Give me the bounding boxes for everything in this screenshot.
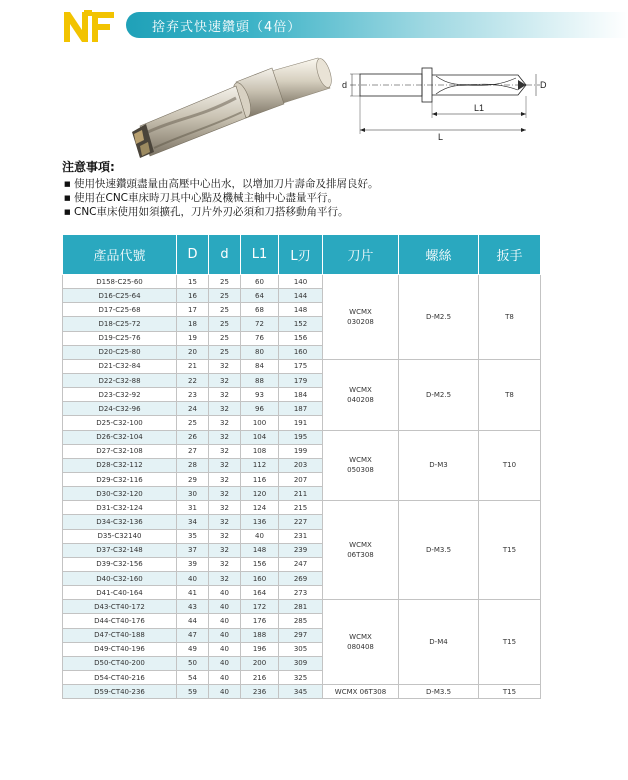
cell-L: 305 <box>279 642 323 656</box>
cell-L: 195 <box>279 430 323 444</box>
cell-D: 27 <box>177 444 209 458</box>
cell-L1: 148 <box>241 543 279 557</box>
cell-L: 231 <box>279 529 323 543</box>
col-header-screw: 螺絲 <box>399 235 479 275</box>
cell-screw: D-M3.5 <box>399 501 479 600</box>
cell-wrench: T10 <box>479 430 541 501</box>
cell-L: 148 <box>279 303 323 317</box>
cell-insert <box>323 359 399 430</box>
cell-code: D19-C25-76 <box>63 331 177 345</box>
cell-L: 140 <box>279 275 323 289</box>
cell-code: D23-C32-92 <box>63 388 177 402</box>
insert-text: 030208 <box>347 317 374 326</box>
note-item: ■ CNC車床使用如須擴孔，刀片外刃必須和刀搭移動角平行。 <box>62 205 582 219</box>
cell-d: 25 <box>209 303 241 317</box>
page-title: 捨弃式快速鑽頭（4倍） <box>152 20 302 35</box>
cell-code: D21-C32-84 <box>63 359 177 373</box>
cell-L1: 116 <box>241 472 279 486</box>
cell-L: 179 <box>279 373 323 387</box>
cell-D: 28 <box>177 458 209 472</box>
cell-d: 32 <box>209 557 241 571</box>
cell-code: D28-C32-112 <box>63 458 177 472</box>
cell-insert <box>323 600 399 685</box>
cell-d: 40 <box>209 614 241 628</box>
cell-d: 32 <box>209 501 241 515</box>
cell-d: 32 <box>209 571 241 585</box>
cell-L: 297 <box>279 628 323 642</box>
notes-title: 注意事項: <box>62 160 115 174</box>
cell-L: 199 <box>279 444 323 458</box>
cell-D: 18 <box>177 317 209 331</box>
cell-D: 54 <box>177 670 209 684</box>
cell-L: 211 <box>279 487 323 501</box>
cell-L1: 112 <box>241 458 279 472</box>
col-header-wrench: 扳手 <box>479 235 541 275</box>
cell-D: 41 <box>177 586 209 600</box>
insert-text: WCMX <box>349 456 372 465</box>
dim-d-label: d <box>342 80 348 90</box>
cell-code: D22-C32-88 <box>63 373 177 387</box>
cell-code: D30-C32-120 <box>63 487 177 501</box>
insert-text: WCMX 06T308 <box>334 687 387 696</box>
cell-d: 40 <box>209 600 241 614</box>
cell-L: 191 <box>279 416 323 430</box>
cell-code: D54-CT40-216 <box>63 670 177 684</box>
cell-L: 285 <box>279 614 323 628</box>
col-header-code: 產品代號 <box>63 235 177 275</box>
cell-L1: 100 <box>241 416 279 430</box>
cell-code: D40-C32-160 <box>63 571 177 585</box>
cell-code: D20-C25-80 <box>63 345 177 359</box>
cell-wrench: T15 <box>479 501 541 600</box>
cell-insert <box>323 501 399 600</box>
cell-code: D47-CT40-188 <box>63 628 177 642</box>
brand-logo-icon <box>62 8 118 44</box>
cell-L1: 136 <box>241 515 279 529</box>
table-row <box>63 685 541 699</box>
insert-text: WCMX <box>349 633 372 642</box>
cell-D: 37 <box>177 543 209 557</box>
insert-text: 050308 <box>347 466 374 475</box>
cell-L: 227 <box>279 515 323 529</box>
cell-L: 281 <box>279 600 323 614</box>
col-header-d: d <box>209 235 241 275</box>
table-body <box>63 275 541 699</box>
cell-L1: 68 <box>241 303 279 317</box>
cell-insert <box>323 685 399 699</box>
table-row <box>63 359 541 373</box>
cell-wrench: T8 <box>479 275 541 360</box>
cell-L: 309 <box>279 656 323 670</box>
cell-D: 25 <box>177 416 209 430</box>
cell-d: 40 <box>209 642 241 656</box>
cell-L1: 64 <box>241 289 279 303</box>
insert-text: WCMX <box>349 307 372 316</box>
cell-D: 59 <box>177 685 209 699</box>
cell-L1: 164 <box>241 586 279 600</box>
cell-d: 32 <box>209 388 241 402</box>
cell-code: D49-CT40-196 <box>63 642 177 656</box>
table-row <box>63 430 541 444</box>
cell-L: 239 <box>279 543 323 557</box>
cell-wrench: T15 <box>479 685 541 699</box>
cell-code: D41-C40-164 <box>63 586 177 600</box>
cell-D: 22 <box>177 373 209 387</box>
cell-code: D35-C32140 <box>63 529 177 543</box>
cell-L1: 172 <box>241 600 279 614</box>
cell-d: 32 <box>209 402 241 416</box>
cell-L: 273 <box>279 586 323 600</box>
cell-d: 40 <box>209 670 241 684</box>
cell-D: 29 <box>177 472 209 486</box>
cell-D: 50 <box>177 656 209 670</box>
cell-screw: D-M3 <box>399 430 479 501</box>
table-header-row <box>63 235 541 275</box>
cell-code: D16-C25-64 <box>63 289 177 303</box>
cell-D: 19 <box>177 331 209 345</box>
cell-L1: 120 <box>241 487 279 501</box>
cell-L1: 60 <box>241 275 279 289</box>
cell-L1: 76 <box>241 331 279 345</box>
cell-L1: 84 <box>241 359 279 373</box>
cell-L1: 108 <box>241 444 279 458</box>
cell-D: 49 <box>177 642 209 656</box>
cell-L1: 236 <box>241 685 279 699</box>
cell-D: 31 <box>177 501 209 515</box>
cell-D: 34 <box>177 515 209 529</box>
dim-L-label: L <box>438 132 444 142</box>
cell-D: 44 <box>177 614 209 628</box>
cell-L1: 160 <box>241 571 279 585</box>
cell-d: 40 <box>209 656 241 670</box>
insert-text: WCMX <box>349 385 372 394</box>
cell-code: D39-C32-156 <box>63 557 177 571</box>
cell-d: 32 <box>209 487 241 501</box>
cell-L: 160 <box>279 345 323 359</box>
cell-code: D17-C25-68 <box>63 303 177 317</box>
cell-d: 40 <box>209 685 241 699</box>
cell-d: 32 <box>209 444 241 458</box>
cell-d: 32 <box>209 515 241 529</box>
cell-D: 23 <box>177 388 209 402</box>
cell-code: D158-C25-60 <box>63 275 177 289</box>
cell-wrench: T8 <box>479 359 541 430</box>
cell-insert <box>323 275 399 360</box>
cell-D: 17 <box>177 303 209 317</box>
cell-code: D31-C32-124 <box>63 501 177 515</box>
cell-L1: 93 <box>241 388 279 402</box>
cell-wrench: T15 <box>479 600 541 685</box>
cell-code: D37-C32-148 <box>63 543 177 557</box>
cell-L: 269 <box>279 571 323 585</box>
cell-d: 40 <box>209 628 241 642</box>
cell-L: 156 <box>279 331 323 345</box>
cell-L: 215 <box>279 501 323 515</box>
cell-L: 175 <box>279 359 323 373</box>
col-header-L1: L1 <box>241 235 279 275</box>
notes-section <box>62 158 582 219</box>
cell-d: 25 <box>209 317 241 331</box>
cell-d: 32 <box>209 416 241 430</box>
table-row <box>63 501 541 515</box>
cell-d: 32 <box>209 543 241 557</box>
cell-L1: 124 <box>241 501 279 515</box>
col-header-L: L刃 <box>279 235 323 275</box>
table-row <box>63 600 541 614</box>
spec-table-wrap <box>62 234 540 699</box>
cell-code: D26-C32-104 <box>63 430 177 444</box>
cell-d: 40 <box>209 586 241 600</box>
spec-table <box>62 234 541 699</box>
cell-d: 25 <box>209 275 241 289</box>
cell-d: 32 <box>209 359 241 373</box>
cell-L1: 96 <box>241 402 279 416</box>
cell-L1: 40 <box>241 529 279 543</box>
cell-D: 43 <box>177 600 209 614</box>
dim-D-label: D <box>540 80 547 90</box>
drill-drawing <box>340 60 560 150</box>
cell-L: 152 <box>279 317 323 331</box>
cell-insert <box>323 430 399 501</box>
col-header-insert: 刀片 <box>323 235 399 275</box>
note-item: ■ 使用快速鑽頭盡量由高壓中心出水，以增加刀片壽命及排屑良好。 <box>62 177 582 191</box>
cell-code: D34-C32-136 <box>63 515 177 529</box>
table-row <box>63 275 541 289</box>
col-header-D: D <box>177 235 209 275</box>
cell-code: D59-CT40-236 <box>63 685 177 699</box>
cell-screw: D-M2.5 <box>399 275 479 360</box>
cell-D: 21 <box>177 359 209 373</box>
cell-L: 203 <box>279 458 323 472</box>
cell-code: D43-CT40-172 <box>63 600 177 614</box>
cell-code: D24-C32-96 <box>63 402 177 416</box>
cell-D: 39 <box>177 557 209 571</box>
cell-D: 35 <box>177 529 209 543</box>
insert-text: 040208 <box>347 395 374 404</box>
cell-code: D44-CT40-176 <box>63 614 177 628</box>
cell-d: 32 <box>209 373 241 387</box>
cell-d: 32 <box>209 458 241 472</box>
insert-text: 080408 <box>347 643 374 652</box>
cell-code: D25-C32-100 <box>63 416 177 430</box>
cell-L: 325 <box>279 670 323 684</box>
cell-D: 16 <box>177 289 209 303</box>
cell-code: D50-CT40-200 <box>63 656 177 670</box>
cell-L1: 104 <box>241 430 279 444</box>
cell-d: 25 <box>209 345 241 359</box>
cell-d: 32 <box>209 430 241 444</box>
cell-screw: D-M2.5 <box>399 359 479 430</box>
cell-L: 187 <box>279 402 323 416</box>
cell-L1: 200 <box>241 656 279 670</box>
cell-code: D18-C25-72 <box>63 317 177 331</box>
dim-L1-label: L1 <box>474 103 485 113</box>
insert-text: 06T308 <box>347 551 374 560</box>
cell-L: 207 <box>279 472 323 486</box>
cell-code: D29-C32-116 <box>63 472 177 486</box>
cell-d: 25 <box>209 331 241 345</box>
cell-d: 32 <box>209 472 241 486</box>
cell-D: 30 <box>177 487 209 501</box>
cell-L1: 188 <box>241 628 279 642</box>
drill-photo <box>118 48 338 160</box>
cell-L: 184 <box>279 388 323 402</box>
cell-screw: D-M4 <box>399 600 479 685</box>
cell-D: 47 <box>177 628 209 642</box>
cell-D: 15 <box>177 275 209 289</box>
cell-L1: 72 <box>241 317 279 331</box>
cell-L1: 156 <box>241 557 279 571</box>
insert-text: WCMX <box>349 541 372 550</box>
cell-d: 25 <box>209 289 241 303</box>
cell-code: D27-C32-108 <box>63 444 177 458</box>
cell-D: 40 <box>177 571 209 585</box>
cell-L1: 176 <box>241 614 279 628</box>
cell-D: 26 <box>177 430 209 444</box>
cell-L: 247 <box>279 557 323 571</box>
cell-L1: 216 <box>241 670 279 684</box>
cell-screw: D-M3.5 <box>399 685 479 699</box>
cell-L: 144 <box>279 289 323 303</box>
page-header <box>0 0 628 50</box>
cell-L: 345 <box>279 685 323 699</box>
cell-d: 32 <box>209 529 241 543</box>
cell-L1: 88 <box>241 373 279 387</box>
note-item: ■ 使用在CNC車床時刀具中心點及機械主軸中心盡量平行。 <box>62 191 582 205</box>
cell-L1: 196 <box>241 642 279 656</box>
cell-L1: 80 <box>241 345 279 359</box>
cell-D: 24 <box>177 402 209 416</box>
cell-D: 20 <box>177 345 209 359</box>
